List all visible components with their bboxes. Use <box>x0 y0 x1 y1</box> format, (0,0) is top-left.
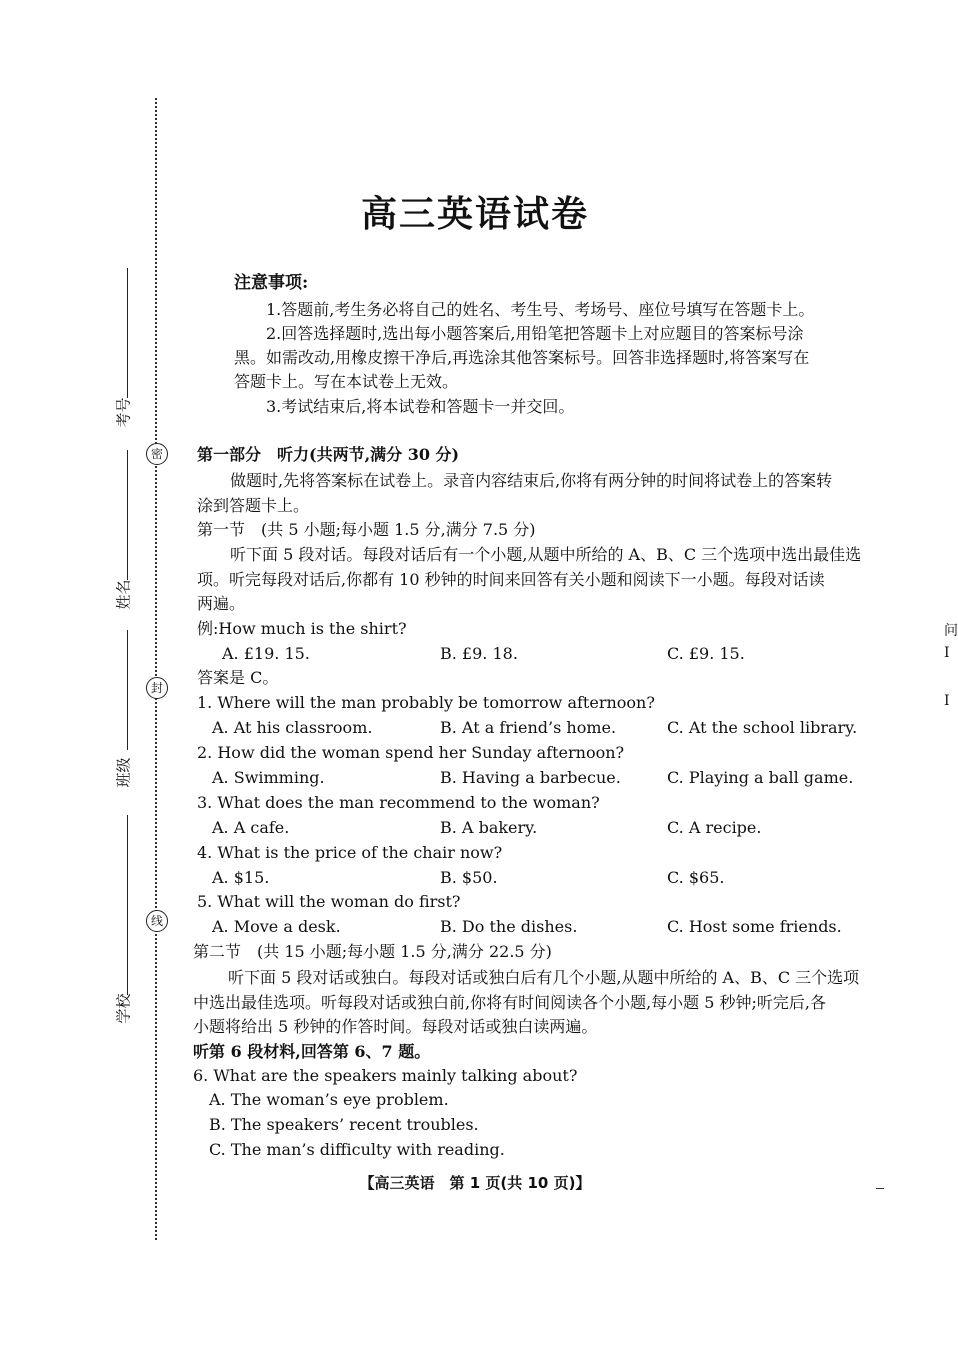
q6-option-a: A. The woman’s eye problem. <box>209 1090 449 1109</box>
question-6: 6. What are the speakers mainly talking about? <box>193 1066 578 1085</box>
name-line <box>127 450 128 580</box>
example-option-c: C. £9. 15. <box>667 644 745 663</box>
notice-item-2-cont: 黑。如需改动,用橡皮擦干净后,再选涂其他答案标号。回答非选择题时,将答案写在 <box>234 348 810 367</box>
part1-intro-1: 做题时,先将答案标在试卷上。录音内容结束后,你将有两分钟的时间将试卷上的答案转 <box>230 471 833 490</box>
section1-intro-1: 听下面 5 段对话。每段对话后有一个小题,从题中所给的 A、B、C 三个选项中选出最佳选 <box>230 545 862 564</box>
q4-option-c: C. $65. <box>667 868 725 887</box>
section2-intro-2: 中选出最佳选项。听每段对话或独白前,你将有时间阅读各个小题,每小题 5 秒钟;听完后,各 <box>193 993 827 1012</box>
edge-mark-1: 问 <box>944 623 958 639</box>
q3-option-c: C. A recipe. <box>667 818 762 837</box>
example-option-a: A. £19. 15. <box>222 644 310 663</box>
material-6-note: 听第 6 段材料,回答第 6、7 题。 <box>193 1042 431 1061</box>
label-school: 学校 <box>114 993 133 1024</box>
notice-item-1: 1.答题前,考生务必将自己的姓名、考生号、考场号、座位号填写在答题卡上。 <box>266 300 815 319</box>
label-name: 姓名 <box>114 579 133 610</box>
example-answer: 答案是 C。 <box>197 668 279 687</box>
notice-item-3: 3.考试结束后,将本试卷和答题卡一并交回。 <box>266 397 575 416</box>
page-footer: 【高三英语 第 1 页(共 10 页)】 <box>359 1174 591 1192</box>
notice-item-2-end: 答题卡上。写在本试卷上无效。 <box>234 372 459 391</box>
q2-option-c: C. Playing a ball game. <box>667 768 854 787</box>
label-exam-number: 考号 <box>114 397 133 428</box>
exam-number-line <box>127 268 128 398</box>
example-question: 例:How much is the shirt? <box>197 619 407 638</box>
question-2: 2. How did the woman spend her Sunday afternoon? <box>197 743 625 762</box>
label-class: 班级 <box>114 757 133 788</box>
section1-intro-3: 两遍。 <box>197 594 246 613</box>
question-1: 1. Where will the man probably be tomorrow afternoon? <box>197 693 655 712</box>
section1-intro-2: 项。听完每段对话后,你都有 10 秒钟的时间来回答有关小题和阅读下一小题。每段对话读 <box>197 570 825 589</box>
seal-xian: 线 <box>146 910 168 932</box>
q6-option-c: C. The man’s difficulty with reading. <box>209 1140 505 1159</box>
edge-mark-3: I <box>944 693 950 709</box>
binding-dotted-line <box>155 98 157 1240</box>
section2-heading: 第二节 (共 15 小题;每小题 1.5 分,满分 22.5 分) <box>193 942 552 961</box>
part1-intro-2: 涂到答题卡上。 <box>197 496 310 515</box>
question-4: 4. What is the price of the chair now? <box>197 843 503 862</box>
seal-mi: 密 <box>146 443 168 465</box>
q3-option-a: A. A cafe. <box>212 818 290 837</box>
q2-option-a: A. Swimming. <box>212 768 325 787</box>
q4-option-b: B. $50. <box>440 868 498 887</box>
q5-option-b: B. Do the dishes. <box>440 917 578 936</box>
page-title: 高三英语试卷 <box>360 194 589 235</box>
footer-dash <box>876 1188 884 1189</box>
question-5: 5. What will the woman do first? <box>197 892 461 911</box>
q1-option-c: C. At the school library. <box>667 718 858 737</box>
q4-option-a: A. $15. <box>212 868 270 887</box>
seal-feng: 封 <box>146 677 168 699</box>
notice-item-2: 2.回答选择题时,选出每小题答案后,用铅笔把答题卡上对应题目的答案标号涂 <box>266 324 804 343</box>
example-option-b: B. £9. 18. <box>440 644 518 663</box>
question-3: 3. What does the man recommend to the woman? <box>197 793 600 812</box>
section2-intro-3: 小题将给出 5 秒钟的作答时间。每段对话或独白读两遍。 <box>193 1017 598 1036</box>
q1-option-b: B. At a friend’s home. <box>440 718 617 737</box>
q3-option-b: B. A bakery. <box>440 818 538 837</box>
q6-option-b: B. The speakers’ recent troubles. <box>209 1115 479 1134</box>
q2-option-b: B. Having a barbecue. <box>440 768 621 787</box>
section2-intro-1: 听下面 5 段对话或独白。每段对话或独白后有几个小题,从题中所给的 A、B、C 三个选项 <box>228 968 860 987</box>
part1-heading: 第一部分 听力(共两节,满分 30 分) <box>197 445 460 464</box>
class-line <box>127 630 128 750</box>
notice-heading: 注意事项: <box>234 273 309 293</box>
edge-mark-2: I <box>944 645 950 661</box>
q5-option-a: A. Move a desk. <box>212 917 341 936</box>
q1-option-a: A. At his classroom. <box>212 718 373 737</box>
section1-heading: 第一节 (共 5 小题;每小题 1.5 分,满分 7.5 分) <box>197 520 536 539</box>
school-line <box>127 815 128 995</box>
q5-option-c: C. Host some friends. <box>667 917 842 936</box>
